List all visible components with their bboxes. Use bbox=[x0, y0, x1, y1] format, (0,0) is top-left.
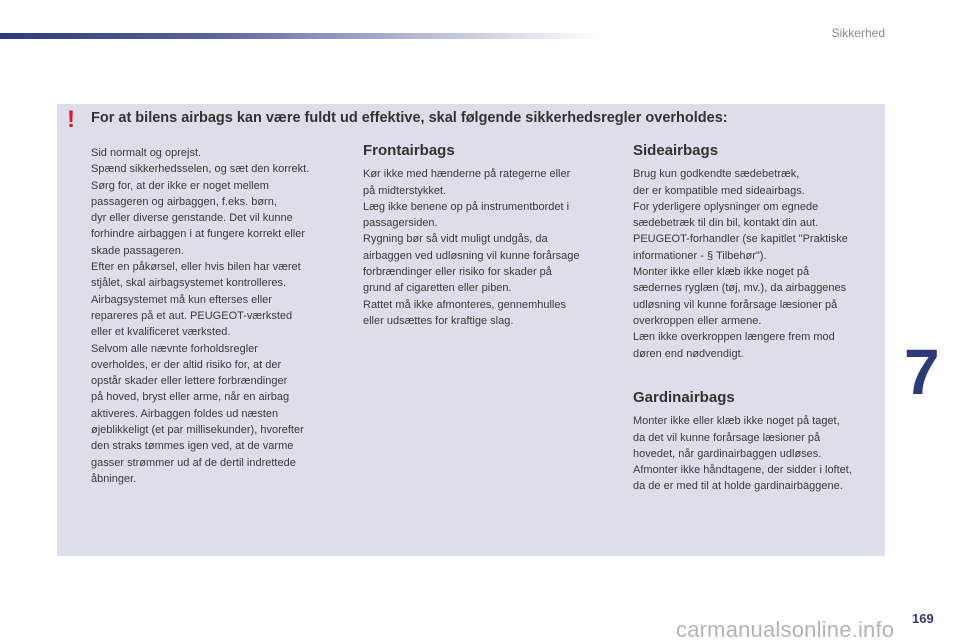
frontairbags-text: Kør ikke med hænderne på rategerne eller på midterstykket. Læg ikke benene op på instrumentbordet i passagersiden. Rygning bør så vidt muligt undgås, da airbaggen ved udløsning vil kunne forårsage forbrændinger eller risiko for skader på grund af cigaretten eller piben. Rattet må ikke afmonteres, gennemhulles eller udsættes for kraftige slag. bbox=[363, 168, 580, 327]
sideairbags-title: Sideairbags bbox=[633, 142, 719, 159]
header-color-bar bbox=[0, 33, 600, 39]
section-title: Sikkerhed bbox=[831, 26, 885, 40]
general-rules-text: Sid normalt og oprejst. Spænd sikkerhedsselen, og sæt den korrekt. Sørg for, at der ikke er noget mellem passageren og airbaggen, f.eks. børn, dyr eller diverse genstande. Det vil kunne forhindre airbaggen i at fungere korrekt eller skade passageren. Efter en påkørsel, eller hvis bilen har været stjålet, skal airbagsystemet kontrolleres. Airbagsystemet må kun efterses eller repareres på et aut. PEUGEOT-værksted eller et kvalificeret værksted. Selvom alle nævnte forholdsregler overholdes, er der altid risiko for, at der opstår skader eller lettere forbrændinger på hoved, bryst eller arme, når en airbag aktiveres. Airbaggen foldes ud næsten øjeblikkeligt (et par millisekunder), hvorefter den straks tømmes igen ved, at de varme gasser strømmer ud af de dertil indrettede åbninger. bbox=[91, 147, 310, 485]
exclamation-icon: ! bbox=[67, 106, 75, 133]
sideairbags-section bbox=[633, 143, 883, 362]
warning-heading: For at bilens airbags kan være fuldt ud effektive, skal følgende sikkerhedsregler overholdes: bbox=[91, 110, 728, 126]
frontairbags-title: Frontairbags bbox=[363, 142, 455, 159]
general-rules-column bbox=[91, 145, 351, 487]
gardinairbags-text: Monter ikke eller klæb ikke noget på taget, da det vil kunne forårsage læsioner på hovedet, når gardinairbaggen udløses. Afmonter ikke håndtagene, der sidder i loftet, da de er med til at holde gardinairbaggene. bbox=[633, 415, 852, 493]
sideairbags-text: Brug kun godkendte sædebetræk, der er kompatible med sideairbags. For yderligere oplysninger om egnede sædebetræk til din bil, kontakt din aut. PEUGEOT-forhandler (se kapitlet "Praktiske informationer - § Tilbehør"). Monter ikke eller klæb ikke noget på sædernes ryglæn (tøj, mv.), da airbaggenes udløsning vil kunne forårsage læsioner på overkroppen eller armene. Læn ikke overkroppen længere frem mod døren end nødvendigt. bbox=[633, 168, 848, 360]
page-number: 169 bbox=[912, 611, 934, 626]
watermark: carmanualsonline.info bbox=[676, 617, 895, 642]
gardinairbags-section bbox=[633, 390, 883, 495]
frontairbags-section bbox=[363, 143, 613, 329]
gardinairbags-title: Gardinairbags bbox=[633, 389, 735, 406]
chapter-number: 7 bbox=[904, 336, 940, 408]
